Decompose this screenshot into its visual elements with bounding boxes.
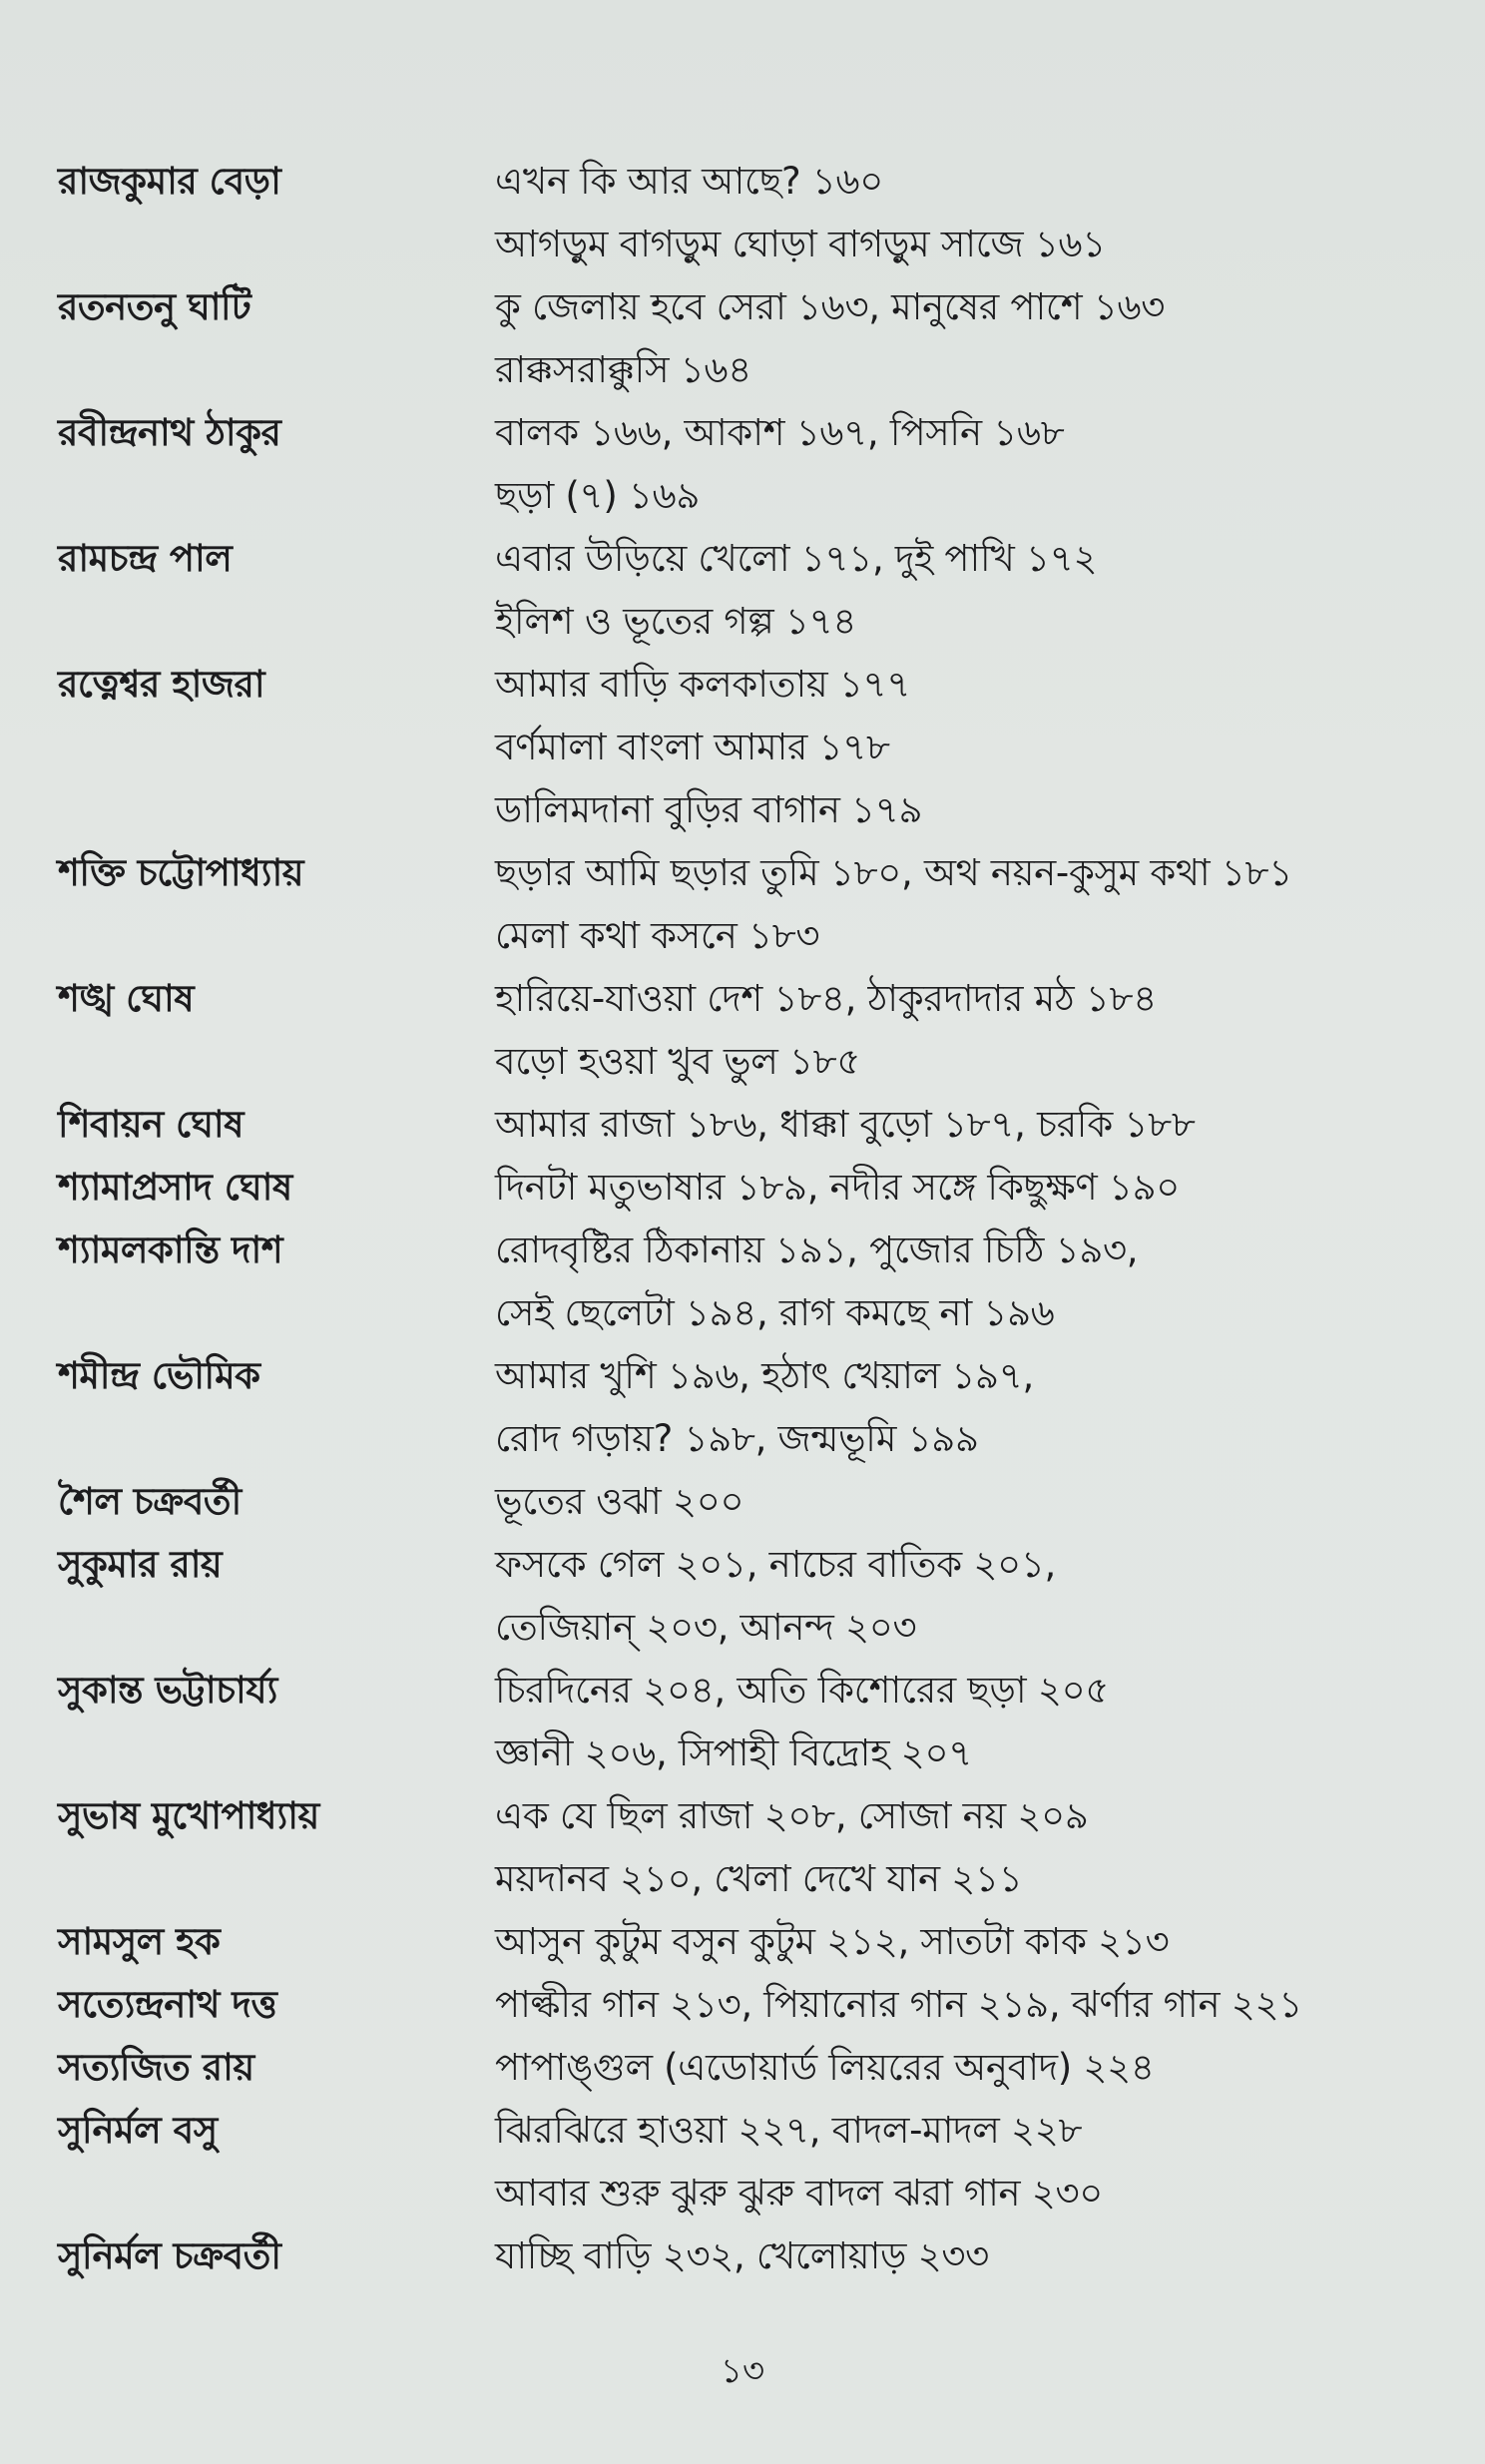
poem-line: হারিয়ে-যাওয়া দেশ ১৮৪, ঠাকুরদাদার মঠ ১৮৪ <box>495 977 1157 1020</box>
toc-entry <box>0 967 1485 1093</box>
toc-entry <box>0 2036 1485 2099</box>
author-name: সুকান্ত ভট্টাচার্য্য <box>58 1669 277 1712</box>
author-name: রত্নেশ্বর হাজরা <box>58 663 265 706</box>
poem-line: রোদবৃষ্টির ঠিকানায় ১৯১, পুজোর চিঠি ১৯৩, <box>495 1229 1139 1271</box>
author-name: সত্যজিত রায় <box>58 2046 254 2089</box>
poem-list <box>495 1659 1485 1784</box>
table-of-contents <box>0 150 1485 2287</box>
poem-line: ফসকে গেল ২০১, নাচের বাতিক ২০১, <box>495 1543 1056 1586</box>
author-name: রতনতনু ঘাটি <box>58 285 251 328</box>
poem-line: ছড়া (৭) ১৬৯ <box>495 474 701 517</box>
author-name: সুভাষ মুখোপাধ্যায় <box>58 1794 319 1837</box>
poem-line: আমার বাড়ি কলকাতায় ১৭৭ <box>495 663 911 706</box>
author-name: সামসুল হক <box>58 1920 221 1963</box>
author-name: শমীন্দ্র ভৌমিক <box>58 1354 260 1397</box>
poem-line: বড়ো হওয়া খুব ভুল ১৮৫ <box>495 1040 861 1083</box>
poem-list <box>495 2099 1485 2224</box>
toc-entry <box>0 150 1485 275</box>
author-name: সুনির্মল চক্রবর্তী <box>58 2234 281 2277</box>
toc-entry <box>0 2099 1485 2224</box>
poem-line: আমার খুশি ১৯৬, হঠাৎ খেয়াল ১৯৭, <box>495 1354 1034 1397</box>
poem-line: ময়দানব ২১০, খেলা দেখে যান ২১১ <box>495 1857 1023 1900</box>
author-name: রামচন্দ্র পাল <box>58 537 233 580</box>
poem-line: এখন কি আর আছে? ১৬০ <box>495 160 883 203</box>
poem-line: জ্ঞানী ২০৬, সিপাহী বিদ্রোহ ২০৭ <box>495 1731 972 1774</box>
toc-entry <box>0 1470 1485 1533</box>
poem-line: এক যে ছিল রাজা ২০৮, সোজা নয় ২০৯ <box>495 1794 1089 1837</box>
toc-entry <box>0 841 1485 967</box>
poem-line: পাপাঙ্গুল (এডোয়ার্ড লিয়রের অনুবাদ) ২২৪ <box>495 2046 1155 2089</box>
poem-list <box>495 1910 1485 1973</box>
poem-line: আসুন কুটুম বসুন কুটুম ২১২, সাতটা কাক ২১৩ <box>495 1920 1170 1963</box>
poem-list <box>495 1156 1485 1219</box>
author-name: শিবায়ন ঘোষ <box>58 1103 245 1146</box>
poem-line: বালক ১৬৬, আকাশ ১৬৭, পিসনি ১৬৮ <box>495 411 1065 454</box>
poem-list <box>495 841 1485 967</box>
poem-list <box>495 1784 1485 1910</box>
author-name: সুনির্মল বসু <box>58 2109 218 2152</box>
poem-list <box>495 1093 1485 1156</box>
toc-entry <box>0 1156 1485 1219</box>
poem-line: তেজিয়ান্‌ ২০৩, আনন্দ ২০৩ <box>495 1606 917 1649</box>
poem-list <box>495 967 1485 1093</box>
author-name: শক্তি চট্টোপাধ্যায় <box>58 851 304 894</box>
author-name: রবীন্দ্রনাথ ঠাকুর <box>58 411 281 454</box>
author-name: সুকুমার রায় <box>58 1543 223 1586</box>
poem-list <box>495 2224 1485 2287</box>
toc-entry <box>0 2224 1485 2287</box>
poem-line: মেলা কথা কসনে ১৮৩ <box>495 914 820 957</box>
poem-list <box>495 401 1485 527</box>
poem-line: কু জেলায় হবে সেরা ১৬৩, মানুষের পাশে ১৬৩ <box>495 285 1166 328</box>
author-name: শ্যামাপ্রসাদ ঘোষ <box>58 1166 292 1209</box>
poem-line: আগড়ুম বাগড়ুম ঘোড়া বাগড়ুম সাজে ১৬১ <box>495 223 1106 265</box>
toc-entry <box>0 653 1485 841</box>
toc-entry <box>0 275 1485 401</box>
poem-list <box>495 150 1485 275</box>
author-name: শ্যামলকান্তি দাশ <box>58 1229 283 1271</box>
poem-line: পাল্কীর গান ২১৩, পিয়ানোর গান ২১৯, ঝর্ণার গান ২২১ <box>495 1983 1302 2026</box>
poem-line: ঝিরঝিরে হাওয়া ২২৭, বাদল-মাদল ২২৮ <box>495 2109 1083 2152</box>
poem-line: চিরদিনের ২০৪, অতি কিশোরের ছড়া ২০৫ <box>495 1669 1110 1712</box>
toc-entry <box>0 1219 1485 1344</box>
poem-line: এবার উড়িয়ে খেলো ১৭১, দুই পাখি ১৭২ <box>495 537 1098 580</box>
poem-list <box>495 275 1485 401</box>
toc-entry <box>0 1344 1485 1470</box>
poem-line: আবার শুরু ঝুরু ঝুরু বাদল ঝরা গান ২৩০ <box>495 2172 1104 2215</box>
poem-line: ইলিশ ও ভূতের গল্প ১৭৪ <box>495 600 857 643</box>
poem-list <box>495 653 1485 841</box>
poem-line: ছড়ার আমি ছড়ার তুমি ১৮০, অথ নয়ন-কুসুম কথা ১৮১ <box>495 851 1292 894</box>
poem-line: বর্ণমালা বাংলা আমার ১৭৮ <box>495 726 890 768</box>
poem-line: ডালিমদানা বুড়ির বাগান ১৭৯ <box>495 788 923 831</box>
poem-list <box>495 527 1485 653</box>
poem-list <box>495 2036 1485 2099</box>
poem-line: রোদ গড়ায়? ১৯৮, জন্মভূমি ১৯৯ <box>495 1417 979 1460</box>
toc-entry <box>0 1973 1485 2036</box>
poem-list <box>495 1533 1485 1659</box>
poem-line: দিনটা মতুভাষার ১৮৯, নদীর সঙ্গে কিছুক্ষণ ১৯০ <box>495 1166 1181 1209</box>
toc-entry <box>0 1093 1485 1156</box>
poem-list <box>495 1470 1485 1533</box>
author-name: রাজকুমার বেড়া <box>58 160 281 203</box>
toc-entry <box>0 1784 1485 1910</box>
poem-line: রাক্কসরাক্কুসি ১৬৪ <box>495 348 751 391</box>
poem-line: সেই ছেলেটা ১৯৪, রাগ কমছে না ১৯৬ <box>495 1291 1055 1334</box>
author-name: সত্যেন্দ্রনাথ দত্ত <box>58 1983 277 2026</box>
author-name: শঙ্খ ঘোষ <box>58 977 195 1020</box>
toc-entry <box>0 1910 1485 1973</box>
author-name: শৈল চক্রবর্তী <box>58 1480 242 1523</box>
toc-entry <box>0 1659 1485 1784</box>
poem-list <box>495 1973 1485 2036</box>
poem-list <box>495 1344 1485 1470</box>
toc-entry <box>0 527 1485 653</box>
page-number: ১৩ <box>720 2351 765 2391</box>
poem-line: ভূতের ওঝা ২০০ <box>495 1480 744 1523</box>
poem-line: যাচ্ছি বাড়ি ২৩২, খেলোয়াড় ২৩৩ <box>495 2234 989 2277</box>
poem-list <box>495 1219 1485 1344</box>
poem-line: আমার রাজা ১৮৬, ধাক্কা বুড়ো ১৮৭, চরকি ১৮৮ <box>495 1103 1196 1146</box>
toc-entry <box>0 401 1485 527</box>
toc-entry <box>0 1533 1485 1659</box>
